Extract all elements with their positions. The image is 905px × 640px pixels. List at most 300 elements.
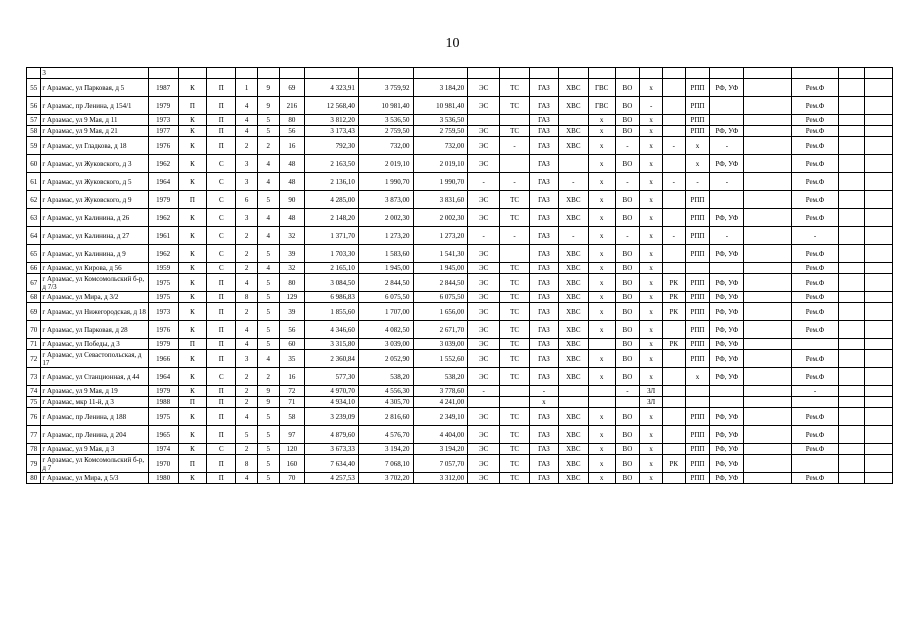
cell-rpp: РПП [685,350,710,368]
cell-type: П [207,115,236,126]
cell-empty-a [839,209,865,227]
cell-wall-material: К [178,137,207,155]
table-row [27,350,893,368]
cell-rk: РК [662,339,685,350]
cell-heating: ТС [500,209,530,227]
cell-wall-material: К [178,292,207,303]
cell-living-area: 4 305,70 [358,397,413,408]
cell-rpp: х [685,155,710,173]
cell-row-number: 59 [27,137,41,155]
cell-build-year: 1962 [148,155,178,173]
cell-rf-uf: РФ, УФ [710,245,744,263]
cell-apartments: 32 [279,227,305,245]
cell-gas: ГАЗ [530,209,559,227]
cell-rk: РК [662,455,685,473]
cell-hot-water: х [588,155,615,173]
table-row [27,303,893,321]
cell-apartments: 56 [279,321,305,339]
cell-living-area: 2 019,10 [358,155,413,173]
cell-repair-fund: Рем.Ф [791,173,838,191]
cell-cold-water: ХВС [558,137,588,155]
cell-empty-a [839,397,865,408]
cell-hot-water [588,386,615,397]
cell-apartments: 16 [279,368,305,386]
cell-row-number: 67 [27,274,41,292]
table-row [27,455,893,473]
table-row [27,426,893,444]
cell-residential-area: 3 831,60 [413,191,468,209]
cell-repair-fund: Рем.Ф [791,126,838,137]
cell-row-number: 60 [27,155,41,173]
cell-hot-water: х [588,245,615,263]
cell-electricity [468,115,500,126]
table-row [27,137,893,155]
cell-repair-fund: Рем.Ф [791,303,838,321]
cell-type: П [207,303,236,321]
cell-extra [744,137,791,155]
cell-empty-b [864,209,892,227]
cell-empty-b [864,386,892,397]
cell-heating: - [500,137,530,155]
cell-heating: ТС [500,339,530,350]
cell-total-area: 4 970,70 [305,386,359,397]
cell-address: г Арзамас, ул Калинина, д 27 [41,227,148,245]
cell-row-number: 73 [27,368,41,386]
cell-repair-fund: Рем.Ф [791,350,838,368]
cell-address: г Арзамас, ул Кирова, д 56 [41,263,148,274]
cell-residential-area: 732,00 [413,137,468,155]
cell-wall-material: К [178,79,207,97]
cell-entrances: 6 [236,191,258,209]
cell-rk [662,115,685,126]
cell-build-year: 1966 [148,350,178,368]
cell-cold-water: ХВС [558,97,588,115]
cell-cold-water [558,115,588,126]
cell-extra [744,173,791,191]
cell-residential-area: 2 002,30 [413,209,468,227]
cell-rf-uf: РФ, УФ [710,339,744,350]
cell-rk [662,245,685,263]
cell-repair-fund: - [791,227,838,245]
cell-mark: х [640,245,663,263]
cell-build-year: 1962 [148,245,178,263]
table-row [27,126,893,137]
cell-electricity: ЭС [468,274,500,292]
cell-residential-area: 3 039,00 [413,339,468,350]
cell-rk [662,79,685,97]
cell-type: П [207,455,236,473]
cell-rpp: РПП [685,245,710,263]
cell-type: С [207,368,236,386]
cell-empty-b [864,368,892,386]
cell-row-number: 72 [27,350,41,368]
cell-rpp: РПП [685,126,710,137]
cell-rpp: - [685,173,710,191]
cell-electricity: ЭС [468,155,500,173]
cell-empty-b [864,350,892,368]
cell-mark: х [640,426,663,444]
cell-rf-uf: РФ, УФ [710,368,744,386]
cell-rk: РК [662,274,685,292]
cell-rf-uf [710,263,744,274]
cell-total-area: 4 257,53 [305,473,359,484]
cell-living-area: 2 844,50 [358,274,413,292]
cell-empty-b [864,137,892,155]
cell-heating [500,115,530,126]
cell-wall-material: К [178,444,207,455]
cell-type: П [207,339,236,350]
cell-apartments: 48 [279,155,305,173]
cell-electricity: - [468,227,500,245]
cell-build-year: 1973 [148,303,178,321]
cell-address: г Арзамас, ул 9 Мая, д 3 [41,444,148,455]
cell-repair-fund: Рем.Ф [791,368,838,386]
cell-rf-uf: РФ, УФ [710,408,744,426]
cell-empty-a [839,97,865,115]
cell-residential-area: 2 671,70 [413,321,468,339]
cell-living-area: 7 068,10 [358,455,413,473]
cell-hot-water: х [588,426,615,444]
cell-repair-fund: Рем.Ф [791,292,838,303]
cell-rf-uf: РФ, УФ [710,274,744,292]
cell-living-area: 1 273,20 [358,227,413,245]
cell-floors: 4 [257,263,279,274]
cell-entrances: 4 [236,274,258,292]
cell-sewerage: ВО [615,79,640,97]
cell-floors: 9 [257,397,279,408]
cell-total-area: 3 084,50 [305,274,359,292]
cell-wall-material: К [178,274,207,292]
header-fragment-row [27,68,893,79]
cell-entrances: 1 [236,79,258,97]
cell-address: г Арзамас, ул Парковая, д 28 [41,321,148,339]
cell-residential-area: 3 194,20 [413,444,468,455]
cell-residential-area: 2 019,10 [413,155,468,173]
cell-sewerage: ВО [615,274,640,292]
cell-floors: 5 [257,191,279,209]
table-row [27,397,893,408]
cell-total-area: 1 703,30 [305,245,359,263]
cell-electricity: ЭС [468,303,500,321]
cell-apartments: 97 [279,426,305,444]
cell-hot-water: х [588,350,615,368]
cell-row-number: 79 [27,455,41,473]
cell-electricity: - [468,386,500,397]
cell-mark: ЗЛ [640,386,663,397]
cell-sewerage: ВО [615,473,640,484]
cell-build-year: 1979 [148,191,178,209]
cell-address: г Арзамас, ул Комсомольский б-р, д 7 [41,455,148,473]
cell-empty-a [839,455,865,473]
cell-address: г Арзамас, ул 9 Мая, д 11 [41,115,148,126]
cell-gas: ГАЗ [530,263,559,274]
cell-rf-uf: РФ, УФ [710,426,744,444]
cell-rpp: РПП [685,444,710,455]
cell-floors: 9 [257,79,279,97]
cell-electricity [468,397,500,408]
cell-living-area: 2 816,60 [358,408,413,426]
cell-rf-uf [710,386,744,397]
cell-heating: ТС [500,292,530,303]
cell-address: г Арзамас, мкр 11-й, д 3 [41,397,148,408]
cell-build-year: 1979 [148,97,178,115]
cell-extra [744,115,791,126]
cell-type: П [207,126,236,137]
cell-hot-water: х [588,368,615,386]
cell-apartments: 69 [279,79,305,97]
cell-entrances: 5 [236,426,258,444]
cell-gas: ГАЗ [530,97,559,115]
cell-living-area: 3 536,50 [358,115,413,126]
cell-sewerage: ВО [615,126,640,137]
cell-empty-b [864,455,892,473]
cell-wall-material: К [178,368,207,386]
cell-address: г Арзамас, ул Комсомольский б-р, д 7/3 [41,274,148,292]
cell-electricity: ЭС [468,263,500,274]
cell-row-number: 66 [27,263,41,274]
cell-cold-water [558,155,588,173]
cell-empty-a [839,155,865,173]
cell-extra [744,126,791,137]
cell-mark: х [640,173,663,191]
cell-empty-a [839,292,865,303]
table-row [27,155,893,173]
cell-entrances: 8 [236,292,258,303]
cell-rk [662,209,685,227]
table-row [27,245,893,263]
cell-repair-fund: Рем.Ф [791,97,838,115]
cell-sewerage: ВО [615,245,640,263]
cell-apartments: 80 [279,274,305,292]
cell-gas: ГАЗ [530,408,559,426]
cell-floors: 5 [257,455,279,473]
cell-repair-fund: Рем.Ф [791,191,838,209]
cell-extra [744,303,791,321]
cell-heating: ТС [500,455,530,473]
cell-gas: ГАЗ [530,321,559,339]
cell-living-area: 4 576,70 [358,426,413,444]
cell-rk [662,408,685,426]
cell-rpp: х [685,137,710,155]
cell-gas: ГАЗ [530,173,559,191]
cell-gas: х [530,397,559,408]
cell-repair-fund: Рем.Ф [791,79,838,97]
cell-entrances: 4 [236,473,258,484]
cell-build-year: 1973 [148,115,178,126]
cell-empty-b [864,408,892,426]
cell-build-year: 1959 [148,263,178,274]
cell-floors: 5 [257,339,279,350]
cell-hot-water: х [588,455,615,473]
cell-electricity: ЭС [468,292,500,303]
cell-empty-b [864,97,892,115]
cell-cold-water: ХВС [558,126,588,137]
cell-total-area: 2 360,84 [305,350,359,368]
cell-empty-b [864,274,892,292]
cell-type: П [207,350,236,368]
table-row [27,209,893,227]
cell-rf-uf: - [710,137,744,155]
cell-total-area: 3 315,80 [305,339,359,350]
cell-extra [744,245,791,263]
cell-rpp: РПП [685,191,710,209]
cell-build-year: 1970 [148,455,178,473]
cell-wall-material: К [178,155,207,173]
cell-empty-b [864,473,892,484]
cell-residential-area: 6 075,50 [413,292,468,303]
cell-address: г Арзамас, ул Мира, д 5/3 [41,473,148,484]
cell-residential-area: 4 404,00 [413,426,468,444]
table-row [27,115,893,126]
cell-wall-material: К [178,473,207,484]
cell-apartments: 216 [279,97,305,115]
cell-gas: ГАЗ [530,339,559,350]
cell-floors: 4 [257,173,279,191]
cell-cold-water: - [558,227,588,245]
cell-mark: х [640,155,663,173]
cell-hot-water: х [588,263,615,274]
cell-entrances: 4 [236,321,258,339]
cell-type: П [207,97,236,115]
cell-hot-water [588,339,615,350]
cell-sewerage: - [615,173,640,191]
cell-sewerage: ВО [615,303,640,321]
cell-total-area: 12 568,40 [305,97,359,115]
cell-type: П [207,79,236,97]
cell-heating: - [500,227,530,245]
cell-rf-uf: РФ, УФ [710,155,744,173]
cell-entrances: 3 [236,173,258,191]
cell-total-area: 3 239,09 [305,408,359,426]
cell-total-area: 4 285,00 [305,191,359,209]
cell-heating: ТС [500,79,530,97]
cell-empty-b [864,292,892,303]
cell-living-area: 2 759,50 [358,126,413,137]
cell-address: г Арзамас, ул Севастопольская, д 17 [41,350,148,368]
cell-gas: ГАЗ [530,115,559,126]
cell-repair-fund: - [791,386,838,397]
cell-extra [744,473,791,484]
cell-residential-area: 3 536,50 [413,115,468,126]
cell-row-number: 76 [27,408,41,426]
cell-entrances: 2 [236,227,258,245]
cell-entrances: 2 [236,303,258,321]
cell-apartments: 48 [279,173,305,191]
cell-entrances: 2 [236,137,258,155]
cell-living-area: 3 039,00 [358,339,413,350]
cell-heating: ТС [500,97,530,115]
cell-electricity: ЭС [468,444,500,455]
cell-residential-area: 4 241,00 [413,397,468,408]
cell-gas: ГАЗ [530,155,559,173]
cell-entrances: 2 [236,444,258,455]
cell-residential-area: 7 057,70 [413,455,468,473]
cell-build-year: 1965 [148,426,178,444]
cell-empty-b [864,126,892,137]
cell-sewerage: - [615,137,640,155]
cell-type: П [207,473,236,484]
cell-floors: 2 [257,368,279,386]
cell-rf-uf: РФ, УФ [710,79,744,97]
cell-empty-a [839,408,865,426]
cell-electricity: ЭС [468,209,500,227]
cell-address: г Арзамас, ул 9 Мая, д 19 [41,386,148,397]
cell-repair-fund [791,339,838,350]
cell-gas: ГАЗ [530,350,559,368]
cell-apartments: 70 [279,473,305,484]
cell-mark: х [640,137,663,155]
cell-row-number: 68 [27,292,41,303]
cell-apartments: 39 [279,245,305,263]
cell-rf-uf: РФ, УФ [710,350,744,368]
cell-hot-water: х [588,473,615,484]
cell-address: г Арзамас, пр Ленина, д 154/1 [41,97,148,115]
cell-apartments: 72 [279,386,305,397]
cell-rf-uf: РФ, УФ [710,455,744,473]
cell-sewerage: ВО [615,191,640,209]
cell-row-number: 71 [27,339,41,350]
table-row [27,274,893,292]
cell-floors: 5 [257,245,279,263]
cell-floors: 4 [257,227,279,245]
cell-repair-fund: Рем.Ф [791,321,838,339]
cell-residential-area: 1 656,00 [413,303,468,321]
cell-empty-a [839,173,865,191]
cell-extra [744,227,791,245]
cell-empty-a [839,227,865,245]
cell-rk [662,155,685,173]
cell-build-year: 1964 [148,173,178,191]
cell-address: г Арзамас, ул Калинина, д 9 [41,245,148,263]
cell-repair-fund: Рем.Ф [791,137,838,155]
cell-total-area: 1 855,60 [305,303,359,321]
cell-extra [744,209,791,227]
cell-cold-water: ХВС [558,274,588,292]
cell-cold-water: ХВС [558,209,588,227]
cell-living-area: 3 194,20 [358,444,413,455]
cell-build-year: 1987 [148,79,178,97]
cell-extra [744,97,791,115]
cell-row-number: 69 [27,303,41,321]
cell-rpp: РПП [685,303,710,321]
cell-gas: ГАЗ [530,227,559,245]
cell-empty-a [839,245,865,263]
cell-living-area: 3 702,20 [358,473,413,484]
cell-total-area: 4 934,10 [305,397,359,408]
cell-build-year: 1975 [148,274,178,292]
cell-build-year: 1976 [148,137,178,155]
cell-type: С [207,245,236,263]
cell-sewerage: ВО [615,97,640,115]
cell-cold-water: ХВС [558,455,588,473]
cell-entrances: 2 [236,263,258,274]
cell-cold-water: ХВС [558,339,588,350]
cell-address: г Арзамас, ул Калинина, д 26 [41,209,148,227]
cell-extra [744,350,791,368]
cell-electricity: ЭС [468,473,500,484]
cell-rk [662,97,685,115]
cell-living-area: 1 707,00 [358,303,413,321]
cell-electricity: ЭС [468,350,500,368]
cell-hot-water: х [588,292,615,303]
cell-sewerage: ВО [615,444,640,455]
cell-residential-area: 3 778,60 [413,386,468,397]
cell-sewerage: ВО [615,115,640,126]
cell-total-area: 577,30 [305,368,359,386]
cell-empty-a [839,444,865,455]
cell-empty-a [839,303,865,321]
cell-entrances: 4 [236,97,258,115]
